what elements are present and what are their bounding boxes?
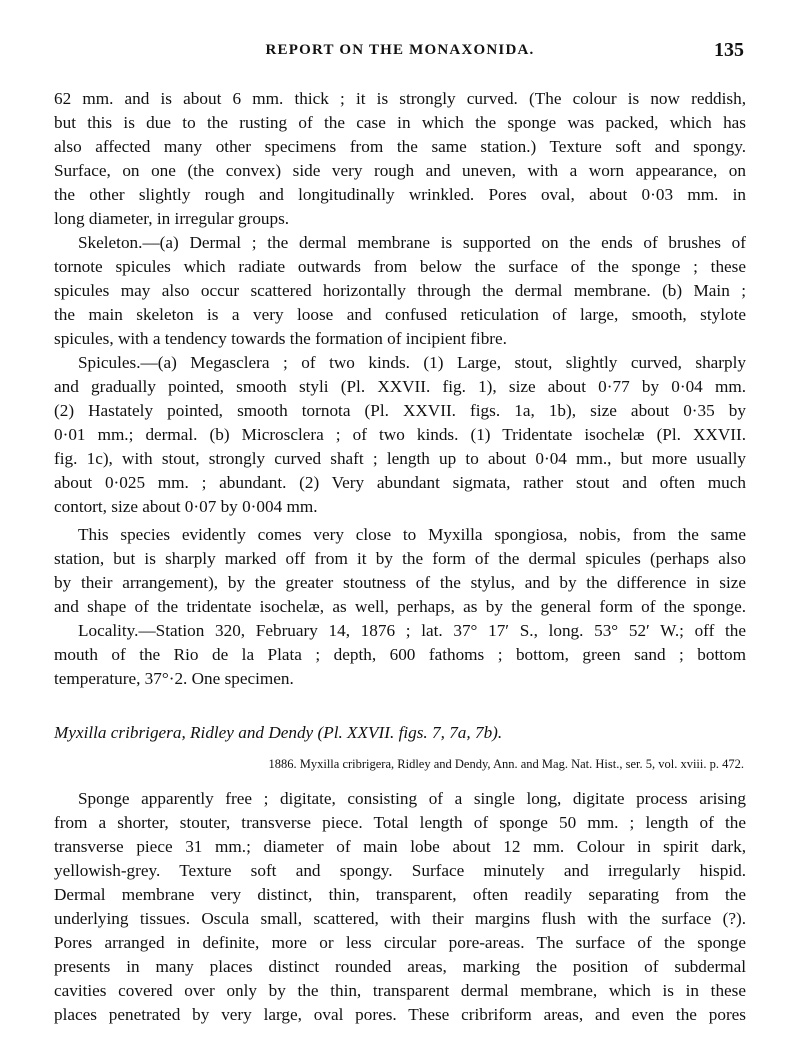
text-line: contort, size about 0·07 by 0·004 mm. [54,497,318,516]
text-line: yellowish-grey. Texture soft and spongy. Surface minutely and irregularly hispid. [54,861,746,880]
text-line: 0·01 mm.; dermal. (b) Microsclera ; of two kinds. (1) Tridentate isochelæ (Pl. XXVII. [54,425,746,444]
text-line: Locality.—Station 320, February 14, 1876 ; lat. 37° 17′ S., long. 53° 52′ W.; off the [78,621,746,640]
text-line: Pores arranged in definite, more or less circular pore-areas. The surface of the sponge [54,933,746,952]
text-line: transverse piece 31 mm.; diameter of main lobe about 12 mm. Colour in spirit dark, [54,837,746,856]
text-line: Skeleton.—(a) Dermal ; the dermal membrane is supported on the ends of brushes of [78,233,746,252]
text-line: long diameter, in irregular groups. [54,209,290,228]
text-line: by their arrangement), by the greater stoutness of the stylus, and by the difference in size [54,573,746,592]
species-heading: Myxilla cribrigera, Ridley and Dendy (Pl. XXVII. figs. 7, 7a, 7b). [54,723,503,742]
text-line: presents in many places distinct rounded areas, marking the position of subdermal [54,957,746,976]
text-line: Sponge apparently free ; digitate, consisting of a single long, digitate process arising [78,789,746,808]
running-title: REPORT ON THE MONAXONIDA. [265,42,535,58]
text-line: Surface, on one (the convex) side very rough and uneven, with a worn appearance, on [54,161,746,180]
text-line: spicules, with a tendency towards the formation of incipient fibre. [54,329,507,348]
page-number: 135 [714,39,744,61]
text-line: the other slightly rough and longitudinally wrinkled. Pores oval, about 0·03 mm. in [54,185,746,204]
text-line: mouth of the Rio de la Plata ; depth, 600 fathoms ; bottom, green sand ; bottom [54,645,746,664]
text-line: fig. 1c), with stout, strongly curved shaft ; length up to about 0·04 mm., but more usually [54,449,746,468]
page-header [54,39,746,70]
text-line: (2) Hastately pointed, smooth tornota (Pl. XXVII. figs. 1a, 1b), size about 0·35 by [54,401,746,420]
text-line: station, but is sharply marked off from it by the form of the dermal spicules (perhaps also [54,549,746,568]
bibliography-entry: 1886. Myxilla cribrigera, Ridley and Dendy, Ann. and Mag. Nat. Hist., ser. 5, vol. xviii. p. 472. [268,757,744,771]
text-line: underlying tissues. Oscula small, scattered, with their margins flush with the surface (?). [54,909,746,928]
text-line: also affected many other specimens from the same station.) Texture soft and spongy. [54,137,746,156]
text-line: This species evidently comes very close to Myxilla spongiosa, nobis, from the same [78,525,746,544]
text-line: cavities covered over only by the thin, transparent dermal membrane, which is in these [54,981,746,1000]
text-line: spicules may also occur scattered horizontally through the dermal membrane. (b) Main ; [54,281,746,300]
text-line: about 0·025 mm. ; abundant. (2) Very abundant sigmata, rather stout and often much [54,473,746,492]
text-line: and shape of the tridentate isochelæ, as well, perhaps, as by the general form of the sponge. [54,597,746,616]
text-line: tornote spicules which radiate outwards from below the surface of the sponge ; these [54,257,746,276]
text-line: Spicules.—(a) Megasclera ; of two kinds. (1) Large, stout, slightly curved, sharply [78,353,746,372]
body-text [54,87,746,1027]
text-line: Dermal membrane very distinct, thin, transparent, often readily separating from the [54,885,746,904]
text-line: 62 mm. and is about 6 mm. thick ; it is strongly curved. (The colour is now reddish, [54,89,746,108]
text-line: and gradually pointed, smooth styli (Pl. XXVII. fig. 1), size about 0·77 by 0·04 mm. [54,377,746,396]
text-line: from a shorter, stouter, transverse piece. Total length of sponge 50 mm. ; length of the [54,813,746,832]
text-line: temperature, 37°·2. One specimen. [54,669,294,688]
text-line: places penetrated by very large, oval pores. These cribriform areas, and even the pores [54,1005,746,1024]
text-line: the main skeleton is a very loose and confused reticulation of large, smooth, stylote [54,305,746,324]
text-line: but this is due to the rusting of the case in which the sponge was packed, which has [54,113,746,132]
